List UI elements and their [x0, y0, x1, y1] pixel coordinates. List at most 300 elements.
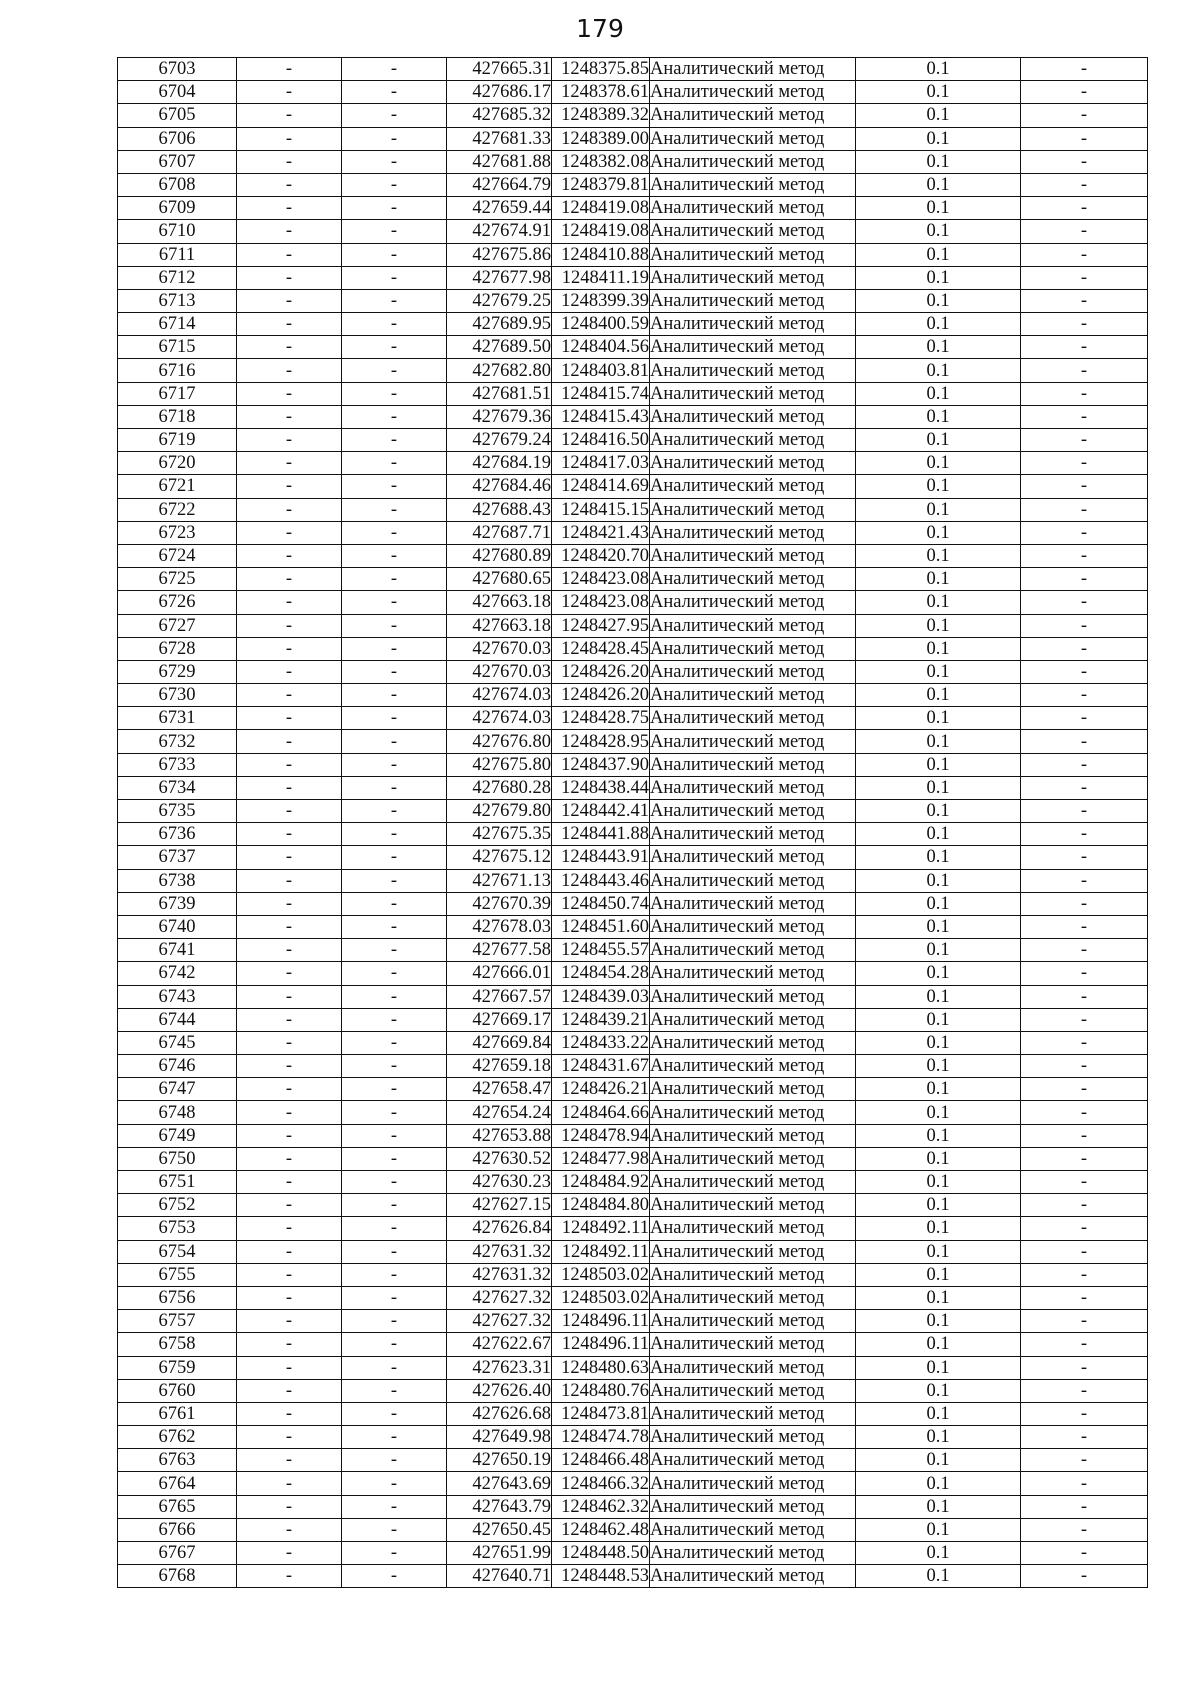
x-coordinate-cell: 427626.84 — [447, 1217, 552, 1240]
empty-value-cell: - — [237, 892, 342, 915]
method-cell: Аналитический метод — [650, 243, 856, 266]
empty-value-cell: - — [1021, 289, 1148, 312]
accuracy-cell: 0.1 — [856, 58, 1021, 81]
empty-value-cell: - — [1021, 197, 1148, 220]
point-number-cell: 6758 — [118, 1333, 237, 1356]
y-coordinate-cell: 1248492.11 — [552, 1240, 650, 1263]
table-row — [118, 104, 1148, 127]
y-coordinate-cell: 1248426.20 — [552, 684, 650, 707]
x-coordinate-cell: 427677.58 — [447, 939, 552, 962]
point-number-cell: 6720 — [118, 452, 237, 475]
empty-value-cell: - — [237, 684, 342, 707]
table-row — [118, 684, 1148, 707]
x-coordinate-cell: 427686.17 — [447, 81, 552, 104]
table-row — [118, 405, 1148, 428]
empty-value-cell: - — [237, 614, 342, 637]
x-coordinate-cell: 427664.79 — [447, 173, 552, 196]
x-coordinate-cell: 427649.98 — [447, 1426, 552, 1449]
accuracy-cell: 0.1 — [856, 197, 1021, 220]
x-coordinate-cell: 427630.23 — [447, 1171, 552, 1194]
empty-value-cell: - — [342, 243, 447, 266]
x-coordinate-cell: 427663.18 — [447, 591, 552, 614]
accuracy-cell: 0.1 — [856, 452, 1021, 475]
table-row — [118, 707, 1148, 730]
x-coordinate-cell: 427669.17 — [447, 1008, 552, 1031]
accuracy-cell: 0.1 — [856, 846, 1021, 869]
y-coordinate-cell: 1248423.08 — [552, 568, 650, 591]
table-row — [118, 1402, 1148, 1425]
empty-value-cell: - — [1021, 266, 1148, 289]
empty-value-cell: - — [1021, 220, 1148, 243]
empty-value-cell: - — [1021, 1194, 1148, 1217]
method-cell: Аналитический метод — [650, 1310, 856, 1333]
table-row — [118, 1101, 1148, 1124]
y-coordinate-cell: 1248450.74 — [552, 892, 650, 915]
empty-value-cell: - — [237, 58, 342, 81]
x-coordinate-cell: 427654.24 — [447, 1101, 552, 1124]
x-coordinate-cell: 427665.31 — [447, 58, 552, 81]
method-cell: Аналитический метод — [650, 684, 856, 707]
table-row — [118, 1449, 1148, 1472]
empty-value-cell: - — [1021, 707, 1148, 730]
y-coordinate-cell: 1248478.94 — [552, 1124, 650, 1147]
point-number-cell: 6709 — [118, 197, 237, 220]
accuracy-cell: 0.1 — [856, 637, 1021, 660]
method-cell: Аналитический метод — [650, 313, 856, 336]
table-row — [118, 1147, 1148, 1170]
empty-value-cell: - — [342, 1031, 447, 1054]
method-cell: Аналитический метод — [650, 1124, 856, 1147]
empty-value-cell: - — [1021, 1356, 1148, 1379]
x-coordinate-cell: 427680.89 — [447, 544, 552, 567]
x-coordinate-cell: 427689.95 — [447, 313, 552, 336]
empty-value-cell: - — [342, 823, 447, 846]
accuracy-cell: 0.1 — [856, 1426, 1021, 1449]
empty-value-cell: - — [1021, 336, 1148, 359]
table-row — [118, 614, 1148, 637]
empty-value-cell: - — [237, 336, 342, 359]
point-number-cell: 6738 — [118, 869, 237, 892]
empty-value-cell: - — [237, 429, 342, 452]
y-coordinate-cell: 1248428.75 — [552, 707, 650, 730]
y-coordinate-cell: 1248442.41 — [552, 800, 650, 823]
empty-value-cell: - — [342, 1217, 447, 1240]
accuracy-cell: 0.1 — [856, 498, 1021, 521]
x-coordinate-cell: 427675.80 — [447, 753, 552, 776]
table-row — [118, 869, 1148, 892]
accuracy-cell: 0.1 — [856, 336, 1021, 359]
empty-value-cell: - — [1021, 962, 1148, 985]
empty-value-cell: - — [237, 1356, 342, 1379]
accuracy-cell: 0.1 — [856, 475, 1021, 498]
point-number-cell: 6736 — [118, 823, 237, 846]
empty-value-cell: - — [237, 1171, 342, 1194]
x-coordinate-cell: 427659.44 — [447, 197, 552, 220]
accuracy-cell: 0.1 — [856, 939, 1021, 962]
accuracy-cell: 0.1 — [856, 1194, 1021, 1217]
point-number-cell: 6722 — [118, 498, 237, 521]
empty-value-cell: - — [1021, 475, 1148, 498]
y-coordinate-cell: 1248426.21 — [552, 1078, 650, 1101]
empty-value-cell: - — [1021, 1379, 1148, 1402]
empty-value-cell: - — [1021, 313, 1148, 336]
empty-value-cell: - — [1021, 1147, 1148, 1170]
empty-value-cell: - — [237, 1263, 342, 1286]
method-cell: Аналитический метод — [650, 336, 856, 359]
method-cell: Аналитический метод — [650, 1472, 856, 1495]
table-row — [118, 1333, 1148, 1356]
empty-value-cell: - — [342, 173, 447, 196]
table-row — [118, 220, 1148, 243]
point-number-cell: 6716 — [118, 359, 237, 382]
empty-value-cell: - — [237, 266, 342, 289]
method-cell: Аналитический метод — [650, 1379, 856, 1402]
x-coordinate-cell: 427681.88 — [447, 150, 552, 173]
table-row — [118, 1426, 1148, 1449]
empty-value-cell: - — [237, 660, 342, 683]
method-cell: Аналитический метод — [650, 1055, 856, 1078]
x-coordinate-cell: 427675.35 — [447, 823, 552, 846]
point-number-cell: 6707 — [118, 150, 237, 173]
x-coordinate-cell: 427651.99 — [447, 1542, 552, 1565]
y-coordinate-cell: 1248448.50 — [552, 1542, 650, 1565]
empty-value-cell: - — [237, 220, 342, 243]
empty-value-cell: - — [1021, 1286, 1148, 1309]
method-cell: Аналитический метод — [650, 1031, 856, 1054]
table-row — [118, 289, 1148, 312]
table-row — [118, 637, 1148, 660]
x-coordinate-cell: 427681.33 — [447, 127, 552, 150]
point-number-cell: 6726 — [118, 591, 237, 614]
table-row — [118, 1078, 1148, 1101]
point-number-cell: 6753 — [118, 1217, 237, 1240]
empty-value-cell: - — [342, 1240, 447, 1263]
y-coordinate-cell: 1248428.95 — [552, 730, 650, 753]
empty-value-cell: - — [342, 846, 447, 869]
table-row — [118, 243, 1148, 266]
point-number-cell: 6748 — [118, 1101, 237, 1124]
x-coordinate-cell: 427679.25 — [447, 289, 552, 312]
y-coordinate-cell: 1248427.95 — [552, 614, 650, 637]
y-coordinate-cell: 1248416.50 — [552, 429, 650, 452]
y-coordinate-cell: 1248379.81 — [552, 173, 650, 196]
empty-value-cell: - — [1021, 452, 1148, 475]
y-coordinate-cell: 1248437.90 — [552, 753, 650, 776]
y-coordinate-cell: 1248426.20 — [552, 660, 650, 683]
table-row — [118, 266, 1148, 289]
point-number-cell: 6743 — [118, 985, 237, 1008]
method-cell: Аналитический метод — [650, 289, 856, 312]
empty-value-cell: - — [237, 1402, 342, 1425]
method-cell: Аналитический метод — [650, 776, 856, 799]
empty-value-cell: - — [237, 985, 342, 1008]
y-coordinate-cell: 1248477.98 — [552, 1147, 650, 1170]
method-cell: Аналитический метод — [650, 197, 856, 220]
empty-value-cell: - — [342, 1171, 447, 1194]
empty-value-cell: - — [1021, 1310, 1148, 1333]
empty-value-cell: - — [237, 800, 342, 823]
empty-value-cell: - — [237, 544, 342, 567]
table-row — [118, 823, 1148, 846]
method-cell: Аналитический метод — [650, 173, 856, 196]
empty-value-cell: - — [342, 869, 447, 892]
method-cell: Аналитический метод — [650, 475, 856, 498]
accuracy-cell: 0.1 — [856, 869, 1021, 892]
accuracy-cell: 0.1 — [856, 544, 1021, 567]
x-coordinate-cell: 427653.88 — [447, 1124, 552, 1147]
accuracy-cell: 0.1 — [856, 1055, 1021, 1078]
y-coordinate-cell: 1248419.08 — [552, 197, 650, 220]
y-coordinate-cell: 1248410.88 — [552, 243, 650, 266]
table-row — [118, 1356, 1148, 1379]
y-coordinate-cell: 1248455.57 — [552, 939, 650, 962]
empty-value-cell: - — [237, 568, 342, 591]
x-coordinate-cell: 427643.69 — [447, 1472, 552, 1495]
point-number-cell: 6761 — [118, 1402, 237, 1425]
empty-value-cell: - — [342, 382, 447, 405]
page-number: 179 — [576, 14, 624, 43]
empty-value-cell: - — [1021, 939, 1148, 962]
empty-value-cell: - — [1021, 58, 1148, 81]
y-coordinate-cell: 1248451.60 — [552, 915, 650, 938]
x-coordinate-cell: 427679.24 — [447, 429, 552, 452]
table-row — [118, 127, 1148, 150]
table-row — [118, 1031, 1148, 1054]
empty-value-cell: - — [237, 405, 342, 428]
table-row — [118, 359, 1148, 382]
method-cell: Аналитический метод — [650, 637, 856, 660]
accuracy-cell: 0.1 — [856, 382, 1021, 405]
y-coordinate-cell: 1248415.43 — [552, 405, 650, 428]
x-coordinate-cell: 427626.40 — [447, 1379, 552, 1402]
table-row — [118, 1124, 1148, 1147]
table-row — [118, 1171, 1148, 1194]
table-row — [118, 962, 1148, 985]
empty-value-cell: - — [1021, 823, 1148, 846]
y-coordinate-cell: 1248423.08 — [552, 591, 650, 614]
empty-value-cell: - — [1021, 382, 1148, 405]
point-number-cell: 6719 — [118, 429, 237, 452]
x-coordinate-cell: 427669.84 — [447, 1031, 552, 1054]
empty-value-cell: - — [237, 591, 342, 614]
method-cell: Аналитический метод — [650, 660, 856, 683]
y-coordinate-cell: 1248480.63 — [552, 1356, 650, 1379]
empty-value-cell: - — [342, 962, 447, 985]
point-number-cell: 6721 — [118, 475, 237, 498]
empty-value-cell: - — [1021, 591, 1148, 614]
table-row — [118, 939, 1148, 962]
x-coordinate-cell: 427643.79 — [447, 1495, 552, 1518]
empty-value-cell: - — [1021, 730, 1148, 753]
table-row — [118, 313, 1148, 336]
method-cell: Аналитический метод — [650, 1078, 856, 1101]
y-coordinate-cell: 1248414.69 — [552, 475, 650, 498]
table-row — [118, 498, 1148, 521]
point-number-cell: 6711 — [118, 243, 237, 266]
empty-value-cell: - — [342, 429, 447, 452]
x-coordinate-cell: 427688.43 — [447, 498, 552, 521]
empty-value-cell: - — [237, 962, 342, 985]
point-number-cell: 6717 — [118, 382, 237, 405]
y-coordinate-cell: 1248378.61 — [552, 81, 650, 104]
x-coordinate-cell: 427685.32 — [447, 104, 552, 127]
accuracy-cell: 0.1 — [856, 150, 1021, 173]
empty-value-cell: - — [1021, 869, 1148, 892]
y-coordinate-cell: 1248496.11 — [552, 1333, 650, 1356]
y-coordinate-cell: 1248443.46 — [552, 869, 650, 892]
empty-value-cell: - — [342, 336, 447, 359]
empty-value-cell: - — [237, 1472, 342, 1495]
method-cell: Аналитический метод — [650, 521, 856, 544]
y-coordinate-cell: 1248484.80 — [552, 1194, 650, 1217]
empty-value-cell: - — [342, 475, 447, 498]
empty-value-cell: - — [1021, 1495, 1148, 1518]
x-coordinate-cell: 427667.57 — [447, 985, 552, 1008]
point-number-cell: 6762 — [118, 1426, 237, 1449]
accuracy-cell: 0.1 — [856, 591, 1021, 614]
empty-value-cell: - — [342, 1379, 447, 1402]
point-number-cell: 6734 — [118, 776, 237, 799]
method-cell: Аналитический метод — [650, 1402, 856, 1425]
y-coordinate-cell: 1248441.88 — [552, 823, 650, 846]
method-cell: Аналитический метод — [650, 1217, 856, 1240]
accuracy-cell: 0.1 — [856, 1542, 1021, 1565]
x-coordinate-cell: 427622.67 — [447, 1333, 552, 1356]
accuracy-cell: 0.1 — [856, 220, 1021, 243]
empty-value-cell: - — [1021, 1449, 1148, 1472]
empty-value-cell: - — [237, 1147, 342, 1170]
method-cell: Аналитический метод — [650, 382, 856, 405]
table-row — [118, 1055, 1148, 1078]
y-coordinate-cell: 1248466.48 — [552, 1449, 650, 1472]
point-number-cell: 6724 — [118, 544, 237, 567]
empty-value-cell: - — [342, 1124, 447, 1147]
table-row — [118, 452, 1148, 475]
empty-value-cell: - — [1021, 1101, 1148, 1124]
method-cell: Аналитический метод — [650, 1101, 856, 1124]
y-coordinate-cell: 1248439.03 — [552, 985, 650, 1008]
accuracy-cell: 0.1 — [856, 962, 1021, 985]
empty-value-cell: - — [1021, 104, 1148, 127]
method-cell: Аналитический метод — [650, 127, 856, 150]
method-cell: Аналитический метод — [650, 823, 856, 846]
empty-value-cell: - — [342, 104, 447, 127]
x-coordinate-cell: 427682.80 — [447, 359, 552, 382]
accuracy-cell: 0.1 — [856, 1310, 1021, 1333]
y-coordinate-cell: 1248389.00 — [552, 127, 650, 150]
table-row — [118, 58, 1148, 81]
empty-value-cell: - — [237, 1310, 342, 1333]
method-cell: Аналитический метод — [650, 1356, 856, 1379]
empty-value-cell: - — [342, 568, 447, 591]
point-number-cell: 6727 — [118, 614, 237, 637]
method-cell: Аналитический метод — [650, 1518, 856, 1541]
empty-value-cell: - — [1021, 614, 1148, 637]
empty-value-cell: - — [342, 1147, 447, 1170]
empty-value-cell: - — [237, 776, 342, 799]
empty-value-cell: - — [342, 684, 447, 707]
empty-value-cell: - — [237, 1078, 342, 1101]
x-coordinate-cell: 427626.68 — [447, 1402, 552, 1425]
empty-value-cell: - — [1021, 776, 1148, 799]
empty-value-cell: - — [342, 313, 447, 336]
accuracy-cell: 0.1 — [856, 405, 1021, 428]
empty-value-cell: - — [237, 1194, 342, 1217]
x-coordinate-cell: 427678.03 — [447, 915, 552, 938]
empty-value-cell: - — [342, 915, 447, 938]
accuracy-cell: 0.1 — [856, 1379, 1021, 1402]
accuracy-cell: 0.1 — [856, 521, 1021, 544]
point-number-cell: 6732 — [118, 730, 237, 753]
y-coordinate-cell: 1248473.81 — [552, 1402, 650, 1425]
empty-value-cell: - — [342, 730, 447, 753]
empty-value-cell: - — [1021, 800, 1148, 823]
method-cell: Аналитический метод — [650, 452, 856, 475]
empty-value-cell: - — [342, 776, 447, 799]
point-number-cell: 6725 — [118, 568, 237, 591]
point-number-cell: 6757 — [118, 1310, 237, 1333]
table-row — [118, 985, 1148, 1008]
empty-value-cell: - — [1021, 405, 1148, 428]
empty-value-cell: - — [237, 1565, 342, 1588]
point-number-cell: 6740 — [118, 915, 237, 938]
accuracy-cell: 0.1 — [856, 243, 1021, 266]
y-coordinate-cell: 1248403.81 — [552, 359, 650, 382]
table-row — [118, 753, 1148, 776]
empty-value-cell: - — [237, 1240, 342, 1263]
point-number-cell: 6708 — [118, 173, 237, 196]
empty-value-cell: - — [1021, 892, 1148, 915]
empty-value-cell: - — [237, 1101, 342, 1124]
accuracy-cell: 0.1 — [856, 1008, 1021, 1031]
empty-value-cell: - — [237, 1217, 342, 1240]
point-number-cell: 6737 — [118, 846, 237, 869]
x-coordinate-cell: 427650.19 — [447, 1449, 552, 1472]
accuracy-cell: 0.1 — [856, 684, 1021, 707]
accuracy-cell: 0.1 — [856, 1449, 1021, 1472]
method-cell: Аналитический метод — [650, 846, 856, 869]
y-coordinate-cell: 1248433.22 — [552, 1031, 650, 1054]
empty-value-cell: - — [1021, 1055, 1148, 1078]
empty-value-cell: - — [237, 730, 342, 753]
empty-value-cell: - — [342, 405, 447, 428]
point-number-cell: 6751 — [118, 1171, 237, 1194]
y-coordinate-cell: 1248411.19 — [552, 266, 650, 289]
accuracy-cell: 0.1 — [856, 985, 1021, 1008]
y-coordinate-cell: 1248420.70 — [552, 544, 650, 567]
empty-value-cell: - — [237, 823, 342, 846]
point-number-cell: 6765 — [118, 1495, 237, 1518]
empty-value-cell: - — [1021, 1426, 1148, 1449]
empty-value-cell: - — [237, 150, 342, 173]
y-coordinate-cell: 1248417.03 — [552, 452, 650, 475]
empty-value-cell: - — [237, 289, 342, 312]
point-number-cell: 6714 — [118, 313, 237, 336]
empty-value-cell: - — [342, 1078, 447, 1101]
empty-value-cell: - — [1021, 1565, 1148, 1588]
method-cell: Аналитический метод — [650, 915, 856, 938]
empty-value-cell: - — [237, 846, 342, 869]
y-coordinate-cell: 1248492.11 — [552, 1217, 650, 1240]
x-coordinate-cell: 427674.03 — [447, 684, 552, 707]
empty-value-cell: - — [342, 1472, 447, 1495]
method-cell: Аналитический метод — [650, 429, 856, 452]
empty-value-cell: - — [342, 1402, 447, 1425]
table-row — [118, 475, 1148, 498]
accuracy-cell: 0.1 — [856, 614, 1021, 637]
x-coordinate-cell: 427681.51 — [447, 382, 552, 405]
y-coordinate-cell: 1248438.44 — [552, 776, 650, 799]
